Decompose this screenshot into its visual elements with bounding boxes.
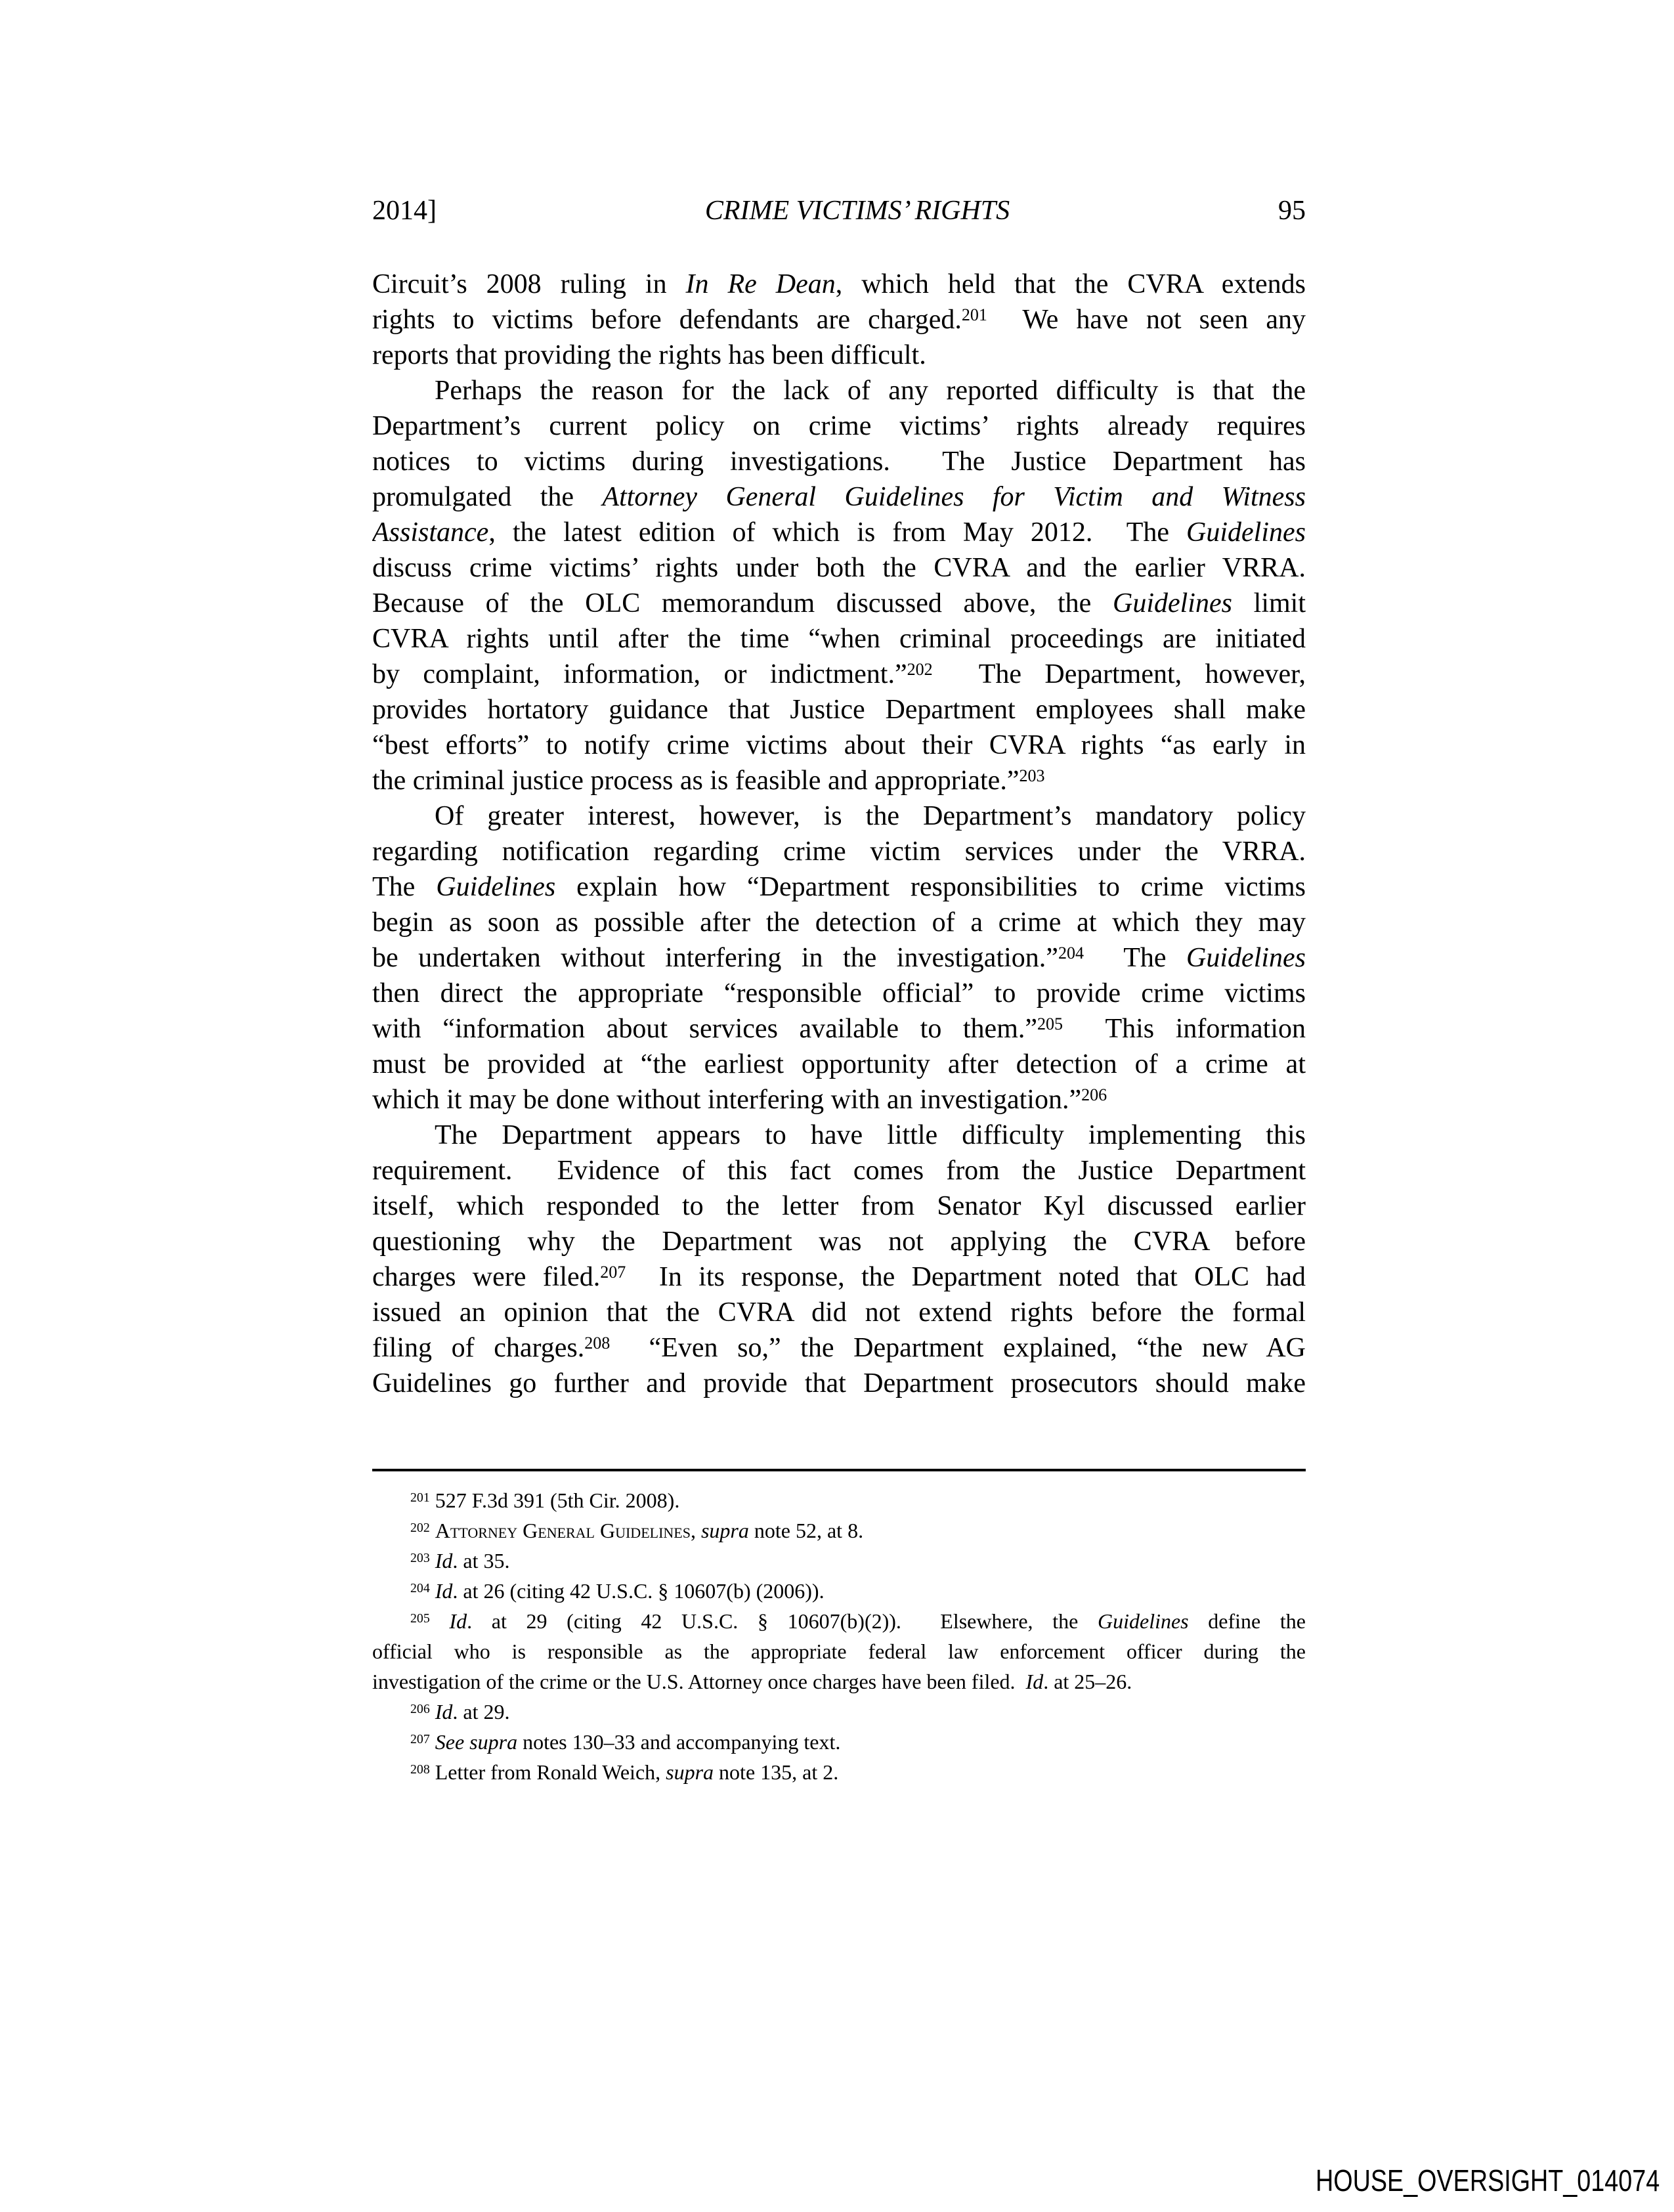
text-segment: Id xyxy=(449,1609,467,1633)
text-segment: must be provided at “the earliest opportunity after detection of a crime at xyxy=(372,1049,1306,1079)
text-segment xyxy=(430,1730,435,1754)
text-line xyxy=(372,1636,1306,1666)
text-segment: itself, which responded to the letter from Senator Kyl discussed earlier xyxy=(372,1191,1306,1221)
footnote-203 xyxy=(372,1546,1306,1576)
footnote-ref: 206 xyxy=(410,1702,430,1717)
text-segment: define the xyxy=(1188,1609,1306,1633)
text-segment: This information xyxy=(1063,1014,1306,1044)
text-segment: which it may be done without interfering with an investigation.” xyxy=(372,1085,1082,1115)
text-line xyxy=(372,657,1306,692)
text-segment xyxy=(430,1579,435,1603)
text-segment: Circuit’s 2008 ruling in xyxy=(372,269,686,299)
text-segment: note 52, at 8. xyxy=(748,1519,864,1542)
text-segment xyxy=(430,1609,450,1633)
text-line xyxy=(372,1697,1306,1727)
text-segment: Guidelines xyxy=(1097,1609,1189,1633)
text-line xyxy=(372,1606,1306,1636)
text-segment: The Department appears to have little difficulty implementing this xyxy=(435,1120,1306,1150)
text-segment: . at 29 (citing 42 U.S.C. § 10607(b)(2)). Elsewhere, the xyxy=(467,1609,1098,1633)
text-segment: The xyxy=(1083,943,1187,973)
footnote-ref: 202 xyxy=(907,660,933,680)
text-segment: Guidelines xyxy=(436,872,556,902)
text-line xyxy=(372,267,1306,302)
text-segment: Id xyxy=(435,1549,453,1572)
text-segment: notes 130–33 and accompanying text. xyxy=(517,1730,841,1754)
text-line xyxy=(372,763,1306,798)
text-segment: See supra xyxy=(435,1730,518,1754)
text-line xyxy=(372,1666,1306,1697)
text-segment: limit xyxy=(1232,588,1306,618)
text-line xyxy=(372,976,1306,1011)
text-line xyxy=(372,1153,1306,1188)
text-segment: Id xyxy=(435,1579,453,1603)
footnote-ref: 204 xyxy=(410,1581,430,1596)
footnote-ref: 203 xyxy=(410,1551,430,1566)
header-title: CRIME VICTIMS’ RIGHTS xyxy=(704,196,1010,226)
text-segment: Department’s current policy on crime victims’ rights already requires xyxy=(372,411,1306,441)
text-segment: In Re Dean xyxy=(685,269,836,299)
text-segment: Guidelines xyxy=(1186,517,1306,548)
text-line xyxy=(372,586,1306,621)
footnote-201 xyxy=(372,1485,1306,1515)
text-segment: CVRA rights until after the time “when criminal proceedings are initiated xyxy=(372,624,1306,654)
text-segment: begin as soon as possible after the detection of a crime at which they may xyxy=(372,907,1306,938)
text-line xyxy=(372,834,1306,869)
text-line xyxy=(372,337,1306,373)
footnote-ref: 201 xyxy=(961,305,987,325)
footnote-ref: 205 xyxy=(410,1611,430,1626)
text-line xyxy=(372,1259,1306,1295)
text-line xyxy=(372,444,1306,479)
article-body xyxy=(372,267,1306,1401)
text-segment: Guidelines xyxy=(1186,943,1306,973)
paragraph xyxy=(372,1117,1306,1401)
footnote-ref: 202 xyxy=(410,1521,430,1536)
text-segment: be undertaken without interfering in the investigation.” xyxy=(372,943,1058,973)
text-segment: Letter from Ronald Weich, xyxy=(429,1760,666,1784)
footnote-ref: 208 xyxy=(584,1334,611,1353)
text-segment: Of greater interest, however, is the Department’s mandatory policy xyxy=(435,801,1306,831)
footnote-207 xyxy=(372,1727,1306,1757)
text-segment: promulgated the xyxy=(372,482,603,512)
footnote-205 xyxy=(372,1606,1306,1697)
text-line xyxy=(372,1224,1306,1259)
text-segment: charges were filed. xyxy=(372,1262,601,1292)
text-segment: “Even so,” the Department explained, “the new AG xyxy=(610,1333,1306,1363)
text-line xyxy=(372,727,1306,763)
text-segment xyxy=(430,1519,435,1542)
text-segment: “best efforts” to notify crime victims about their CVRA rights “as early in xyxy=(372,730,1306,760)
text-segment xyxy=(430,1700,435,1724)
text-line xyxy=(372,302,1306,337)
text-segment: In its response, the Department noted that OLC had xyxy=(626,1262,1306,1292)
text-line xyxy=(372,1366,1306,1401)
header-page-number: 95 xyxy=(1278,196,1306,226)
text-segment: the criminal justice process as is feasible and appropriate.” xyxy=(372,766,1019,796)
bates-stamp: HOUSE_OVERSIGHT_014074 xyxy=(1315,2163,1660,2198)
text-segment: . at 26 (citing 42 U.S.C. § 10607(b) (2006)). xyxy=(452,1579,825,1603)
paragraph xyxy=(372,373,1306,798)
text-line xyxy=(372,515,1306,550)
text-segment: 527 F.3d 391 (5th Cir. 2008). xyxy=(429,1488,680,1512)
text-segment: then direct the appropriate “responsible official” to provide crime victims xyxy=(372,978,1306,1008)
text-segment: . at 29. xyxy=(452,1700,510,1724)
text-segment: with “information about services available to them.” xyxy=(372,1014,1038,1044)
text-line xyxy=(372,1727,1306,1757)
text-segment: regarding notification regarding crime victim services under the VRRA. xyxy=(372,836,1306,867)
text-line xyxy=(372,1011,1306,1047)
text-line xyxy=(372,1330,1306,1366)
text-segment: supra xyxy=(700,1519,749,1542)
text-segment: explain how “Department responsibilities to crime victims xyxy=(555,872,1306,902)
footnote-ref: 207 xyxy=(410,1732,430,1747)
footnote-ref: 207 xyxy=(600,1263,626,1282)
text-line xyxy=(372,692,1306,727)
text-segment: questioning why the Department was not applying the CVRA before xyxy=(372,1226,1306,1257)
footnote-ref: 206 xyxy=(1081,1085,1107,1105)
text-segment: The Department, however, xyxy=(932,659,1306,689)
text-segment: , xyxy=(690,1519,701,1542)
text-segment: . at 25–26. xyxy=(1043,1670,1132,1693)
text-segment: Guidelines go further and provide that Department prosecutors should make xyxy=(372,1368,1306,1399)
text-line xyxy=(372,621,1306,657)
text-segment: We have not seen any xyxy=(987,305,1306,335)
text-segment: Id xyxy=(1025,1670,1044,1693)
text-line xyxy=(372,1188,1306,1224)
text-line xyxy=(372,1576,1306,1606)
text-segment: note 135, at 2. xyxy=(714,1760,839,1784)
text-segment: reports that providing the rights has been difficult. xyxy=(372,340,926,370)
text-segment: . at 35. xyxy=(452,1549,510,1572)
text-segment: discuss crime victims’ rights under both the CVRA and the earlier VRRA. xyxy=(372,553,1306,583)
footnote-ref: 205 xyxy=(1037,1014,1063,1034)
paragraph xyxy=(372,798,1306,1117)
text-segment: Id xyxy=(435,1700,453,1724)
text-segment: official who is responsible as the appropriate federal law enforcement officer during the xyxy=(372,1639,1306,1663)
text-line xyxy=(372,1047,1306,1082)
footnotes-section xyxy=(372,1485,1306,1787)
text-segment: filing of charges. xyxy=(372,1333,585,1363)
footnote-206 xyxy=(372,1697,1306,1727)
text-line xyxy=(372,869,1306,905)
text-segment: issued an opinion that the CVRA did not extend rights before the formal xyxy=(372,1297,1306,1328)
text-segment: Guidelines xyxy=(1113,588,1232,618)
footnote-208 xyxy=(372,1757,1306,1787)
footnote-204 xyxy=(372,1576,1306,1606)
text-segment: Attorney General Guidelines for Victim and Witness xyxy=(602,482,1306,512)
footnote-ref: 204 xyxy=(1058,943,1084,963)
text-segment: Because of the OLC memorandum discussed above, the xyxy=(372,588,1113,618)
text-segment: Assistance xyxy=(372,517,489,548)
text-line xyxy=(372,1082,1306,1117)
text-line xyxy=(372,550,1306,586)
text-segment: requirement. Evidence of this fact comes from the Justice Department xyxy=(372,1156,1306,1186)
paragraph xyxy=(372,267,1306,373)
header-year: 2014] xyxy=(372,196,437,226)
text-segment: , the latest edition of which is from May 2012. The xyxy=(488,517,1187,548)
text-segment: provides hortatory guidance that Justice Department employees shall make xyxy=(372,695,1306,725)
text-segment: investigation of the crime or the U.S. Attorney once charges have been filed. xyxy=(372,1670,1026,1693)
text-line xyxy=(372,1515,1306,1546)
text-segment xyxy=(430,1549,435,1572)
text-line xyxy=(372,1485,1306,1515)
text-segment: rights to victims before defendants are charged. xyxy=(372,305,962,335)
text-segment: Attorney General Guidelines xyxy=(435,1519,691,1542)
text-line xyxy=(372,1295,1306,1330)
text-line xyxy=(372,1546,1306,1576)
text-segment: by complaint, information, or indictment.” xyxy=(372,659,907,689)
text-segment: , which held that the CVRA extends xyxy=(835,269,1306,299)
text-line xyxy=(372,408,1306,444)
text-line xyxy=(372,905,1306,940)
text-line xyxy=(372,479,1306,515)
text-segment: Perhaps the reason for the lack of any reported difficulty is that the xyxy=(435,376,1306,406)
footnote-ref: 203 xyxy=(1019,766,1045,786)
text-line xyxy=(372,798,1306,834)
text-segment: The xyxy=(372,872,437,902)
text-line xyxy=(372,1117,1306,1153)
text-line xyxy=(372,940,1306,976)
footnote-ref: 208 xyxy=(410,1762,430,1777)
text-line xyxy=(372,373,1306,408)
footnote-separator xyxy=(372,1469,1306,1471)
footnote-ref: 201 xyxy=(410,1490,430,1506)
footnote-202 xyxy=(372,1515,1306,1546)
text-segment: notices to victims during investigations. The Justice Department has xyxy=(372,446,1306,477)
page-header xyxy=(372,194,1306,227)
text-segment: supra xyxy=(666,1760,714,1784)
text-line xyxy=(372,1757,1306,1787)
